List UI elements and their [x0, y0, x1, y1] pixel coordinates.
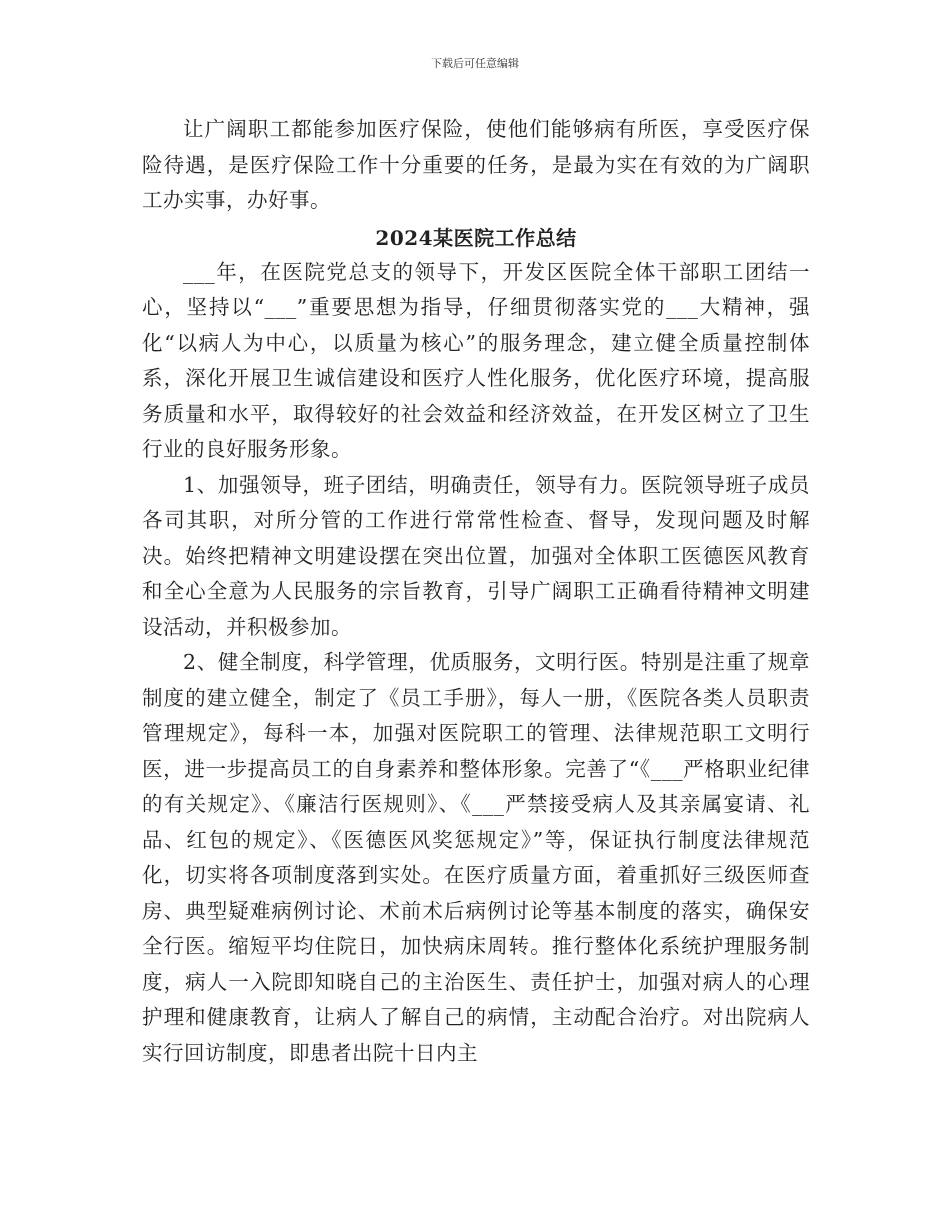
intro-paragraph: 让广阔职工都能参加医疗保险，使他们能够病有所医，享受医疗保险待遇，是医疗保险工作十分重要的任务，是最为实在有效的为广阔职工办实事，办好事。 [142, 117, 810, 212]
paragraph-3: 2、健全制度，科学管理，优质服务，文明行医。特别是注重了规章制度的建立健全，制定了《员工手册》，每人一册，《医院各类人员职责管理规定》，每科一本，加强对医院职工的管理、法律规范职工文明行医，进一步提高员工的自身素养和整体形象。完善了“《___严格职业纪律的有关规定》、《廉洁行医规则》、《___严禁接受病人及其亲属宴请、礼品、红包的规定》、《医德医风奖惩规定》”等，保证执行制度法律规范化，切实将各项制度落到实处。在医疗质量方面，着重抓好三级医师查房、典型疑难病例讨论、术前术后病例讨论等基本制度的落实，确保安全行医。缩短平均住院日，加快病床周转。推行整体化系统护理服务制度，病人一入院即知晓自己的主治医生、责任护士，加强对病人的心理护理和健康教育，让病人了解自己的病情，主动配合治疗。对出院病人实行回访制度，即患者出院十日内主 [142, 650, 810, 1065]
document-title: 2024某医院工作总结 [375, 225, 577, 250]
paragraph-1: ___年，在医院党总支的领导下，开发区医院全体干部职工团结一心，坚持以“___”重要思想为指导，仔细贯彻落实党的___大精神，强化“以病人为中心，以质量为核心”的服务理念，建立健全质量控制体系，深化开展卫生诚信建设和医疗人性化服务，优化医疗环境，提高服务质量和水平，取得较好的社会效益和经济效益，在开发区树立了卫生行业的良好服务形象。 [142, 259, 810, 461]
document-body [142, 112, 810, 1071]
header-note: 下载后可任意编辑 [431, 57, 519, 70]
paragraph-2: 1、加强领导，班子团结，明确责任，领导有力。医院领导班子成员各司其职，对所分管的工作进行常常性检查、督导，发现问题及时解决。始终把精神文明建设摆在突出位置，加强对全体职工医德医风教育和全心全意为人民服务的宗旨教育，引导广阔职工正确看待精神文明建设活动，并积极参加。 [142, 472, 810, 639]
